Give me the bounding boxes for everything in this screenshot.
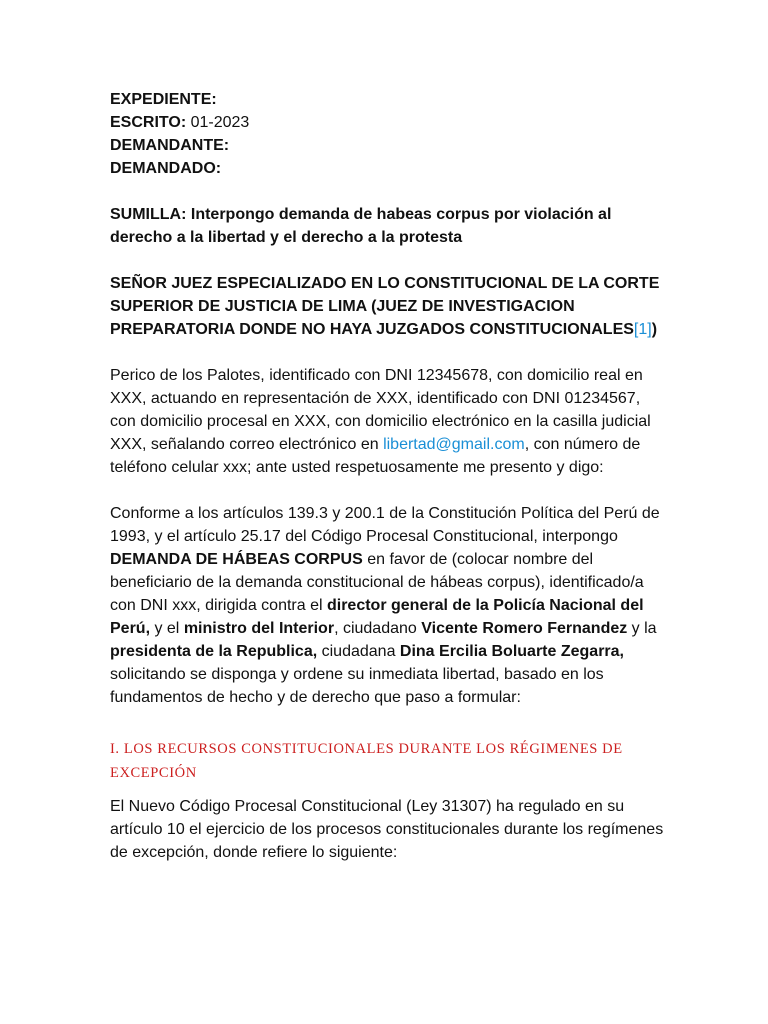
addressee-text: SEÑOR JUEZ ESPECIALIZADO EN LO CONSTITUCIONAL DE LA CORTE SUPERIOR DE JUSTICIA DE LIMA (JUEZ DE INVESTIGACION PREPARATORIA DONDE NO HAYA JUZGADOS CONSTITUCIONALES bbox=[110, 275, 660, 338]
expediente-label: EXPEDIENTE: bbox=[110, 91, 217, 108]
petition-bold-vicente: Vicente Romero Fernandez bbox=[421, 620, 628, 637]
petition-text-1: Conforme a los artículos 139.3 y 200.1 de la Constitución Política del Perú de 1993, y el artículo 25.17 del Código Procesal Constitucional, interpongo bbox=[110, 505, 660, 545]
intro-paragraph bbox=[110, 364, 670, 479]
addressee bbox=[110, 272, 670, 341]
addressee-closing: ) bbox=[651, 321, 658, 338]
email-link[interactable]: libertad@gmail.com bbox=[383, 436, 525, 453]
sumilla: SUMILLA: Interpongo demanda de habeas corpus por violación al derecho a la libertad y el derecho a la protesta bbox=[110, 206, 612, 246]
petition-bold-presidenta: presidenta de la Republica, bbox=[110, 643, 318, 660]
section-1-title: I. LOS RECURSOS CONSTITUCIONALES DURANTE LOS RÉGIMENES DE EXCEPCIÓN bbox=[110, 741, 623, 781]
petition-bold-ministro: ministro del Interior bbox=[183, 620, 335, 637]
petition-paragraph bbox=[110, 502, 670, 709]
petition-text-4: , ciudadano bbox=[334, 620, 422, 637]
escrito-label: ESCRITO: bbox=[110, 114, 187, 131]
section-1-body: El Nuevo Código Procesal Constitucional (Ley 31307) ha regulado en su artículo 10 el ejercicio de los procesos constitucionales durante los regímenes de excepción, donde refiere lo siguiente: bbox=[110, 798, 664, 861]
petition-bold-dina: Dina Ercilia Boluarte Zegarra, bbox=[399, 643, 624, 660]
demandante-label: DEMANDANTE: bbox=[110, 137, 230, 154]
document-page bbox=[110, 88, 670, 864]
petition-text-7: solicitando se disponga y ordene su inmediata libertad, basado en los fundamentos de hecho y de derecho que paso a formular: bbox=[110, 666, 604, 706]
petition-bold-demanda: DEMANDA DE HÁBEAS CORPUS bbox=[110, 551, 363, 568]
petition-text-5: y la bbox=[627, 620, 657, 637]
petition-text-3: y el bbox=[150, 620, 184, 637]
escrito-line bbox=[110, 111, 670, 134]
footnote-link[interactable]: [1] bbox=[633, 321, 652, 338]
petition-bold-director: director general de la Policía Nacional del Perú, bbox=[110, 597, 644, 637]
petition-text-2: en favor de (colocar nombre del beneficiario de la demanda constitucional de hábeas corpus), identificado/a con DNI xxx, dirigida contra el bbox=[110, 551, 644, 614]
escrito-value: 01-2023 bbox=[186, 114, 250, 131]
intro-text-after-email: , con número de teléfono celular xxx; ante usted respetuosamente me presento y digo: bbox=[110, 436, 641, 476]
intro-text-before-email: Perico de los Palotes, identificado con DNI 12345678, con domicilio real en XXX, actuando en representación de XXX, identificado con DNI 01234567, con domicilio procesal en XXX, con domicilio electrónico en la casilla judicial XXX, señalando correo electrónico en bbox=[110, 367, 651, 453]
petition-text-6: ciudadana bbox=[317, 643, 400, 660]
demandado-label: DEMANDADO: bbox=[110, 160, 222, 177]
